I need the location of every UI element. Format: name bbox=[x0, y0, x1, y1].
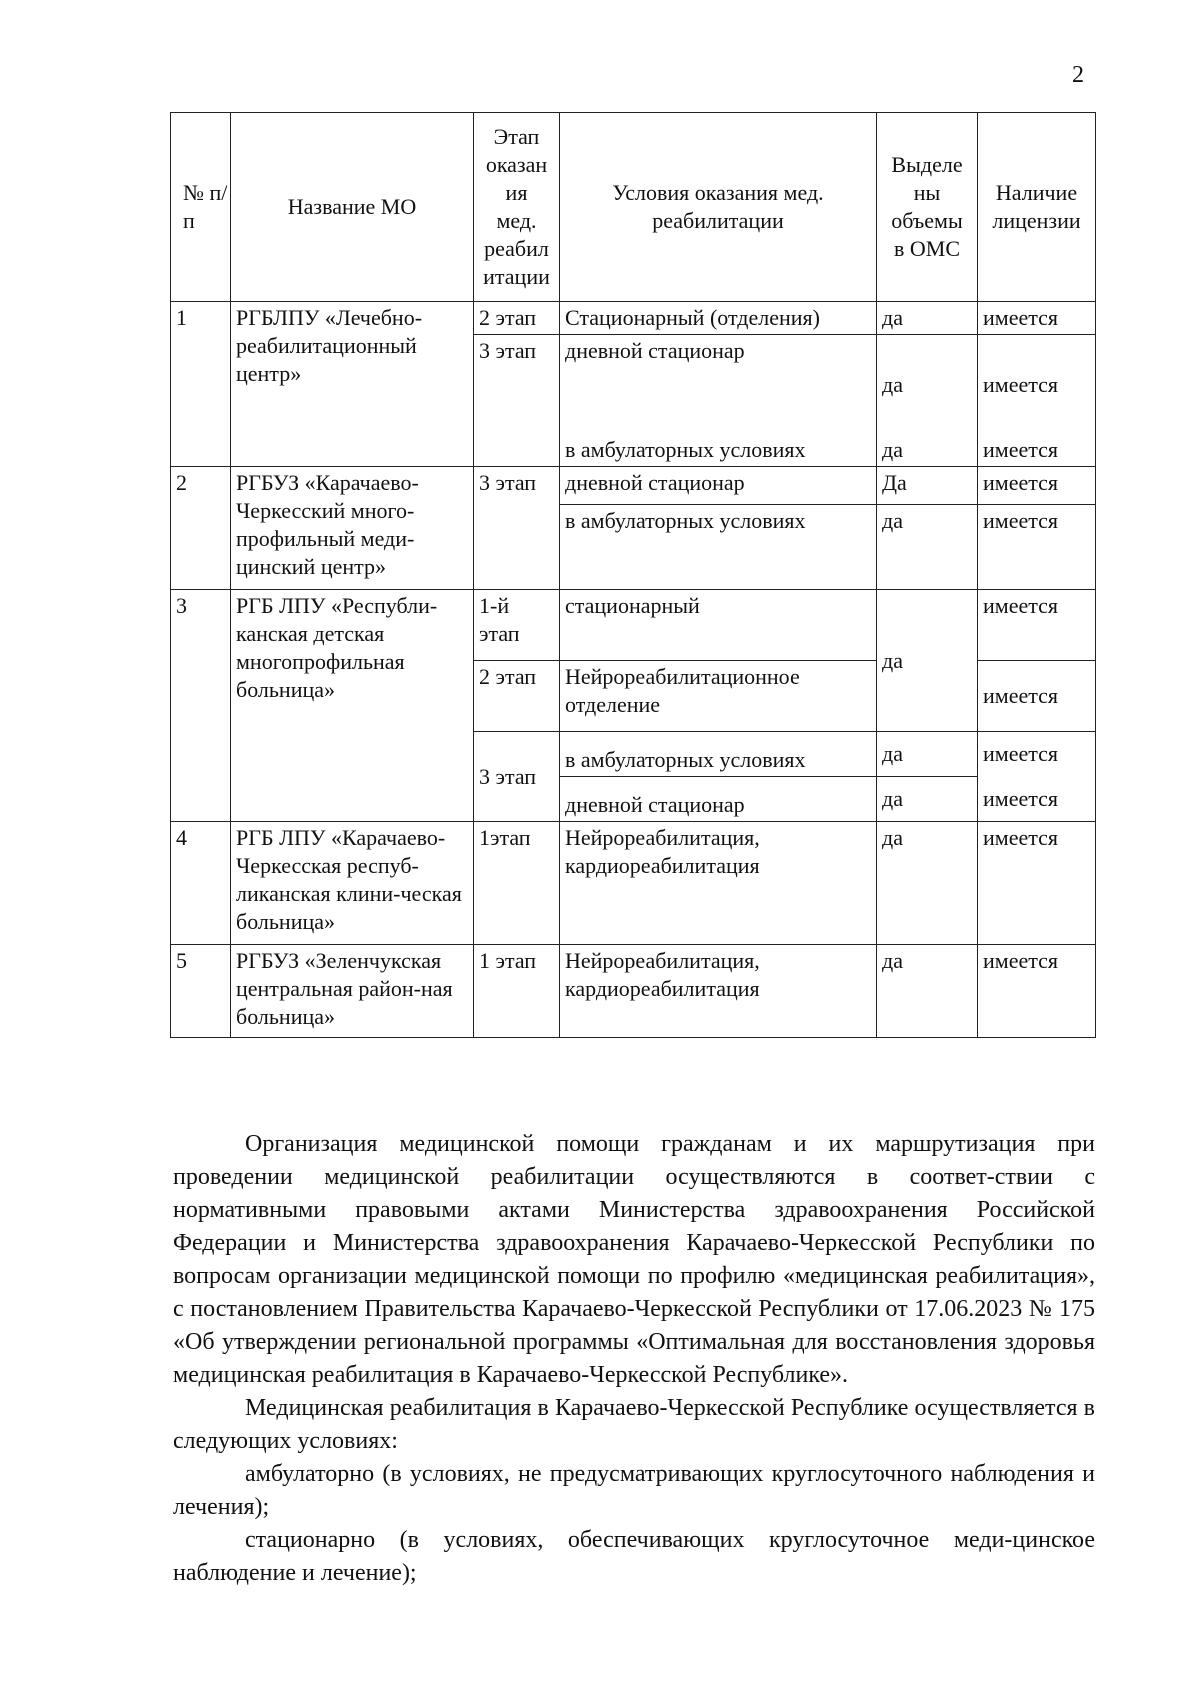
table-row bbox=[171, 590, 1096, 661]
row-num: 4 bbox=[171, 822, 231, 945]
header-name: Название МО bbox=[231, 113, 474, 302]
row-license: имеется bbox=[978, 467, 1096, 505]
row-condition: дневной стационар bbox=[560, 777, 877, 822]
body-text bbox=[173, 1128, 1095, 1590]
row-mo-name: РГБ ЛПУ «Карачаево-Черкесская респуб-ликанская клини-ческая больница» bbox=[231, 822, 474, 945]
table-row bbox=[171, 945, 1096, 1038]
row-oms: да bbox=[877, 945, 978, 1038]
rehab-organizations-table bbox=[170, 112, 1096, 1038]
header-stage bbox=[474, 113, 560, 302]
row-license: имеется bbox=[978, 945, 1096, 1038]
header-oms-line: в ОМС bbox=[893, 236, 960, 261]
table-row bbox=[171, 467, 1096, 505]
row-stage: 3 этап bbox=[474, 732, 560, 822]
row-stage: 2 этап bbox=[474, 302, 560, 335]
row-mo-name: РГБУЗ «Зеленчукская центральная район-ная больница» bbox=[231, 945, 474, 1038]
header-stage-line: оказан bbox=[485, 152, 548, 177]
row-stage: 3 этап bbox=[474, 335, 560, 467]
header-stage-line: реабил bbox=[484, 236, 549, 261]
row-oms: да bbox=[877, 590, 978, 732]
row-license: имеется bbox=[978, 434, 1096, 467]
row-license: имеется bbox=[978, 335, 1096, 435]
row-mo-name: РГБЛПУ «Лечебно-реабилитационный центр» bbox=[231, 302, 474, 467]
table-row bbox=[171, 822, 1096, 945]
row-condition: дневной стационар bbox=[560, 467, 877, 505]
header-oms-line: объемы bbox=[891, 208, 963, 233]
row-condition: Нейрореабилитационное отделение bbox=[560, 661, 877, 732]
header-stage-line: ия bbox=[505, 180, 528, 205]
paragraph: стационарно (в условиях, обеспечивающих круглосуточное меди-цинское наблюдение и лечение); bbox=[173, 1527, 1095, 1586]
row-num: 5 bbox=[171, 945, 231, 1038]
paragraph: Медицинская реабилитация в Карачаево-Черкесской Республике осуществляется в следующих условиях: bbox=[173, 1395, 1095, 1454]
row-num: 1 bbox=[171, 302, 231, 467]
row-oms: да bbox=[877, 434, 978, 467]
row-condition: в амбулаторных условиях bbox=[560, 434, 877, 467]
header-stage-line: Этап bbox=[493, 124, 540, 149]
page-number: 2 bbox=[1072, 62, 1084, 88]
row-condition: Нейрореабилитация, кардиореабилитация bbox=[560, 822, 877, 945]
header-oms-line: ны bbox=[913, 180, 941, 205]
row-oms: да bbox=[877, 505, 978, 590]
row-oms: да bbox=[877, 732, 978, 777]
header-license: Наличие лицензии bbox=[978, 113, 1096, 302]
paragraph: амбулаторно (в условиях, не предусматривающих круглосуточного наблюдения и лечения); bbox=[173, 1461, 1095, 1520]
table-header-row bbox=[171, 113, 1096, 302]
row-condition: стационарный bbox=[560, 590, 877, 661]
row-stage: 2 этап bbox=[474, 661, 560, 732]
row-license: имеется bbox=[978, 661, 1096, 732]
row-stage: 1 этап bbox=[474, 945, 560, 1038]
row-condition: Нейрореабилитация, кардиореабилитация bbox=[560, 945, 877, 1038]
row-license: имеется bbox=[978, 732, 1096, 777]
row-license: имеется bbox=[978, 505, 1096, 590]
row-num: 3 bbox=[171, 590, 231, 822]
row-license: имеется bbox=[978, 302, 1096, 335]
row-stage: 3 этап bbox=[474, 467, 560, 590]
header-stage-line: мед. bbox=[496, 208, 537, 233]
row-mo-name: РГБ ЛПУ «Республи-канская детская многопрофильная больница» bbox=[231, 590, 474, 822]
row-condition: дневной стационар bbox=[560, 335, 877, 435]
row-license: имеется bbox=[978, 822, 1096, 945]
row-oms: да bbox=[877, 777, 978, 822]
paragraph: Организация медицинской помощи гражданам и их маршрутизация при проведении медицинской реабилитации осуществляются в соответ-ствии с нормативными правовыми актами Министерства здравоохранения Российской Федерации и Министерства здравоохранения Карачаево-Черкесской Республики по вопросам организации медицинской помощи по профилю «медицинская реабилитация», с постановлением Правительства Карачаево-Черкесской Республики от 17.06.2023 № 175 «Об утверждении региональной программы «Оптимальная для восстановления здоровья медицинская реабилитация в Карачаево-Черкесской Республике». bbox=[173, 1131, 1095, 1388]
row-condition: Стационарный (отделения) bbox=[560, 302, 877, 335]
row-license: имеется bbox=[978, 777, 1096, 822]
header-oms-line: Выделе bbox=[891, 152, 963, 177]
header-oms-volumes bbox=[877, 113, 978, 302]
row-condition: в амбулаторных условиях bbox=[560, 732, 877, 777]
row-mo-name: РГБУЗ «Карачаево-Черкесский много-профильный меди-цинский центр» bbox=[231, 467, 474, 590]
header-conditions: Условия оказания мед. реабилитации bbox=[560, 113, 877, 302]
header-num: № п/п bbox=[171, 113, 231, 302]
row-oms: Да bbox=[877, 467, 978, 505]
row-num: 2 bbox=[171, 467, 231, 590]
row-stage: 1этап bbox=[474, 822, 560, 945]
row-oms: да bbox=[877, 335, 978, 435]
row-condition: в амбулаторных условиях bbox=[560, 505, 877, 590]
row-oms: да bbox=[877, 822, 978, 945]
header-stage-line: итации bbox=[483, 264, 550, 289]
row-stage: 1-й этап bbox=[474, 590, 560, 661]
row-license: имеется bbox=[978, 590, 1096, 661]
row-oms: да bbox=[877, 302, 978, 335]
table-row bbox=[171, 302, 1096, 335]
